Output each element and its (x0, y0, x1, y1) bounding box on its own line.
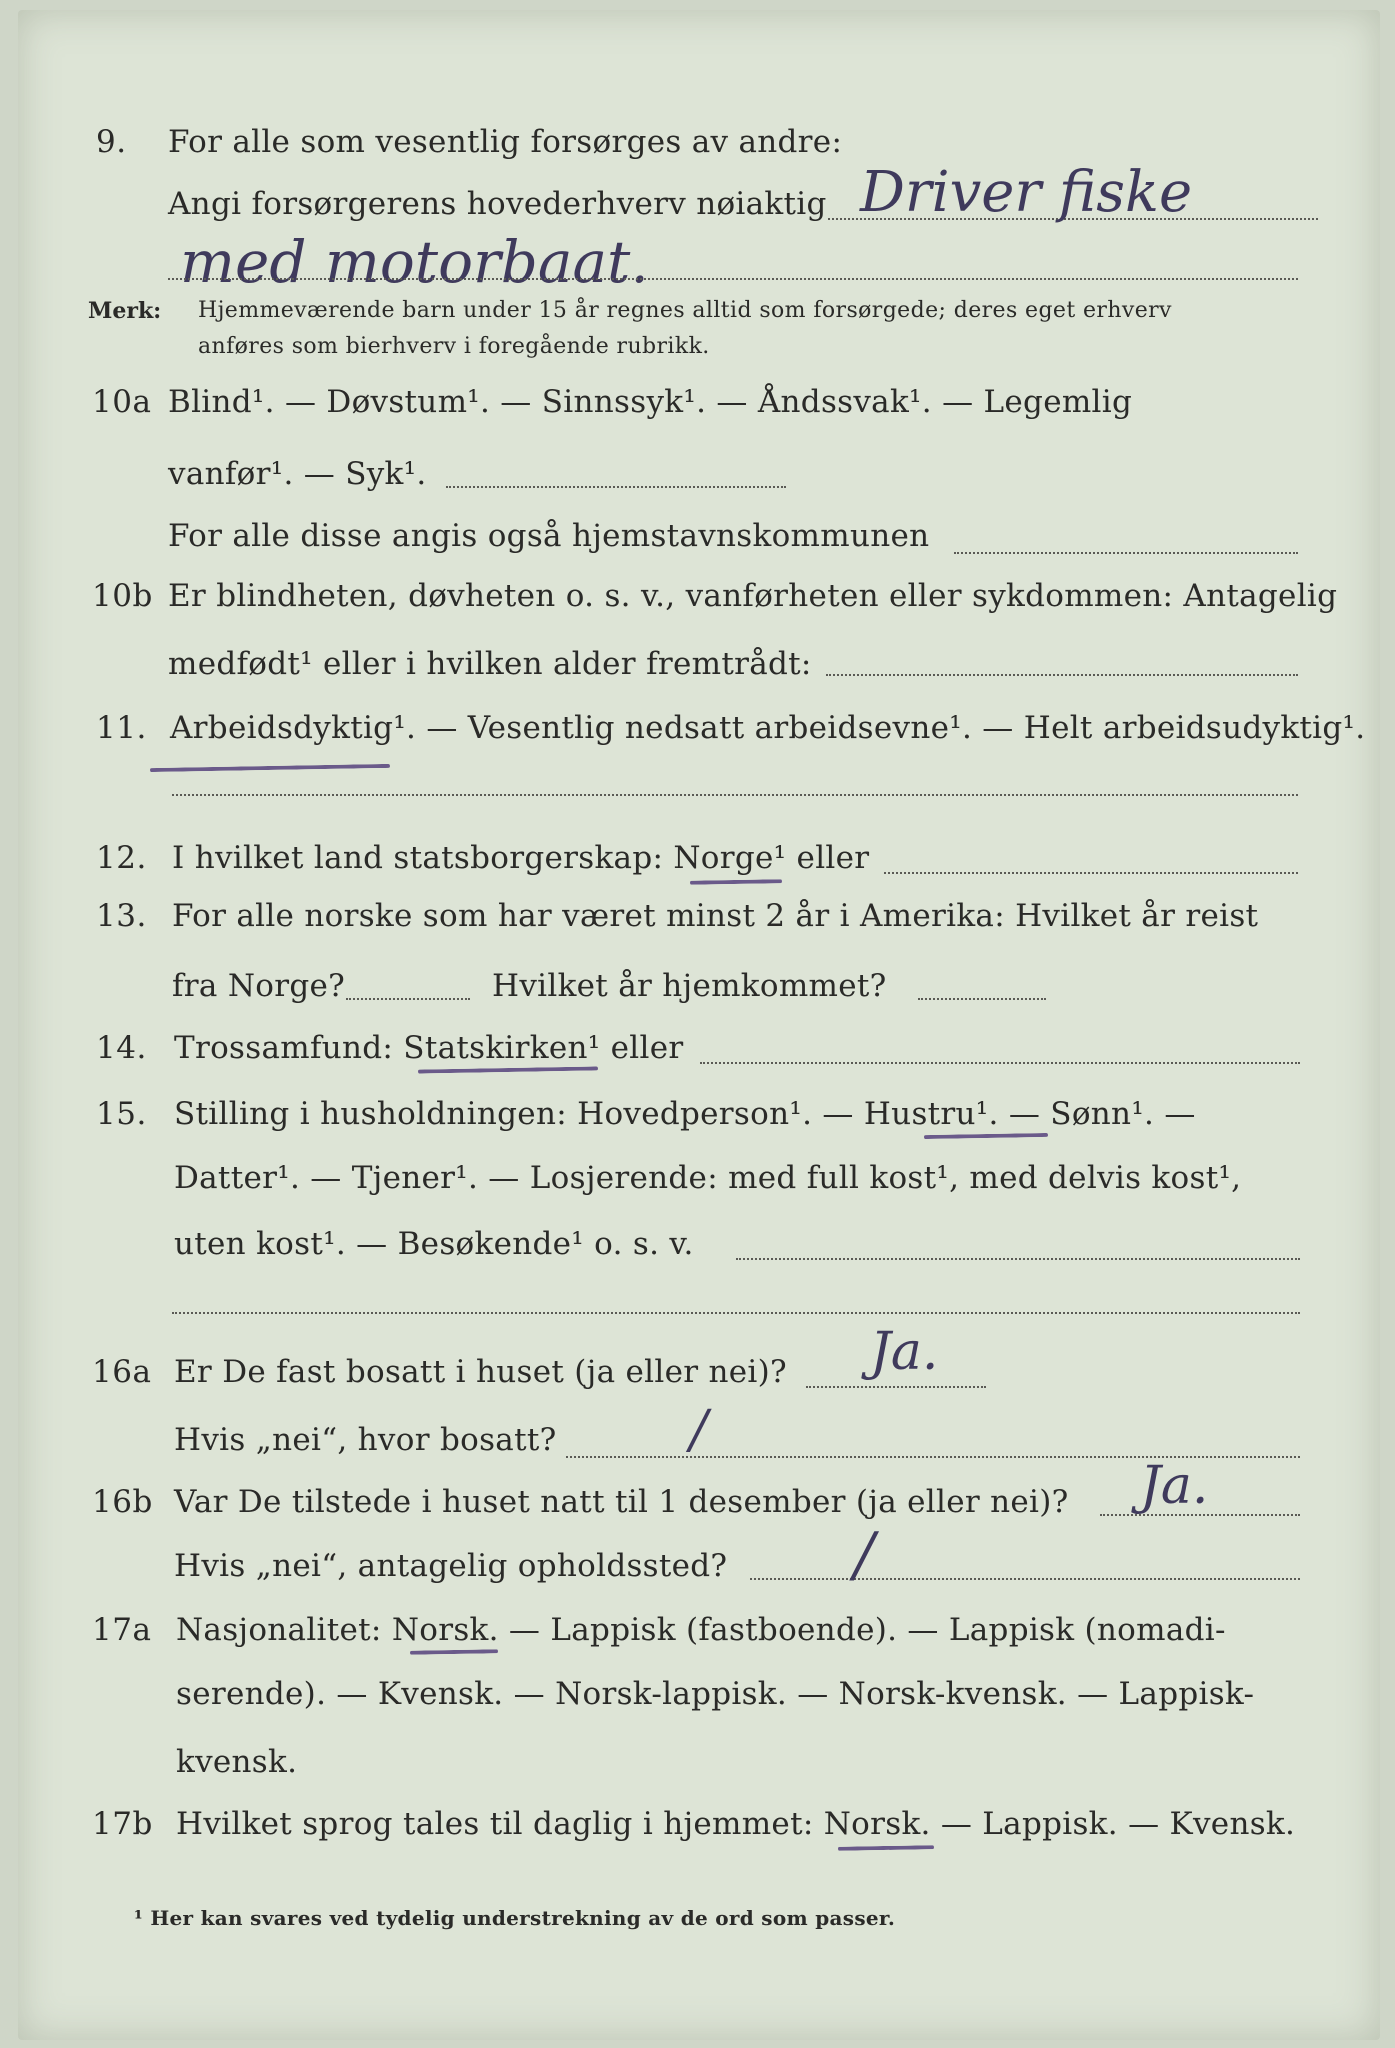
q14-line1: Trossamfund: Statskirken¹ eller (174, 1030, 684, 1066)
q11-number: 11. (96, 710, 147, 746)
q17a-line1: Nasjonalitet: Norsk. — Lappisk (fastboende). — Lappisk (nomadi- (176, 1612, 1226, 1648)
q10a-row (0, 384, 1395, 428)
q10a-sick-line (446, 486, 786, 488)
q15-answer-line (172, 1312, 1300, 1314)
q16b-line1: Var De tilstede i huset natt til 1 desember (ja eller nei)? (174, 1484, 1069, 1520)
q13-number: 13. (96, 898, 147, 934)
q13-year-left-line (346, 998, 470, 1000)
q10a-row2 (0, 456, 1395, 500)
q13-line2b: Hvilket år hjemkommet? (492, 968, 887, 1004)
merk-label: Merk: (88, 298, 162, 324)
q12-row (0, 840, 1395, 884)
q9-handwritten-answer-2: med motorbaat. (180, 228, 649, 296)
q13-row (0, 898, 1395, 942)
q11-answer-line (172, 794, 1298, 796)
q17b-number: 17b (92, 1806, 153, 1842)
q16a-line1: Er De fast bosatt i huset (ja eller nei)? (174, 1354, 787, 1390)
q15-row3 (0, 1226, 1395, 1270)
q10b-line1: Er blindheten, døvheten o. s. v., vanførheten eller sykdommen: Antagelig (168, 578, 1338, 614)
q16a-handwritten-dash: / (690, 1400, 708, 1460)
q16b-line2: Hvis „nei“, antagelig opholdssted? (174, 1548, 728, 1584)
q10b-row (0, 578, 1395, 622)
q16a-row (0, 1354, 1395, 1398)
q15-line1: Stilling i husholdningen: Hovedperson¹. — Hustru¹. — Sønn¹. — (174, 1096, 1196, 1132)
q12-line1: I hvilket land statsborgerskap: Norge¹ eller (172, 840, 870, 876)
q13-line2a: fra Norge? (172, 968, 346, 1004)
q10a-municipality-line (954, 552, 1298, 554)
q17a-row2 (0, 1676, 1395, 1720)
q10b-row2 (0, 646, 1395, 690)
q15-row (0, 1096, 1395, 1140)
q16a-answer-line (806, 1386, 986, 1388)
q11-line1: Arbeidsdyktig¹. — Vesentlig nedsatt arbeidsevne¹. — Helt arbeidsudyktig¹. (170, 710, 1366, 746)
q16b-row2 (0, 1548, 1395, 1592)
q9-handwritten-answer-1: Driver fiske (860, 160, 1193, 225)
q15-other-line (736, 1258, 1300, 1260)
q10b-line2: medfødt¹ eller i hvilken alder fremtrådt: (168, 646, 812, 682)
q13-row2 (0, 968, 1395, 1012)
q16b-handwritten-answer: Ja. (1140, 1456, 1209, 1516)
q16a-line2: Hvis „nei“, hvor bosatt? (174, 1422, 557, 1458)
q15-line3: uten kost¹. — Besøkende¹ o. s. v. (174, 1226, 694, 1262)
q15-row2 (0, 1160, 1395, 1204)
q11-row (0, 710, 1395, 754)
q17a-line3: kvensk. (176, 1744, 298, 1780)
q16b-handwritten-dash: / (854, 1520, 875, 1590)
q17b-row (0, 1806, 1395, 1850)
q16a-number: 16a (92, 1354, 152, 1390)
q17a-row3 (0, 1744, 1395, 1788)
q15-line2: Datter¹. — Tjener¹. — Losjerende: med full kost¹, med delvis kost¹, (174, 1160, 1242, 1196)
q10a-row3 (0, 518, 1395, 562)
q17a-line2: serende). — Kvensk. — Norsk-lappisk. — Norsk-kvensk. — Lappisk- (176, 1676, 1255, 1712)
q10a-line1: Blind¹. — Døvstum¹. — Sinnssyk¹. — Åndssvak¹. — Legemlig (168, 384, 1133, 420)
q10b-age-line (826, 674, 1298, 676)
q10a-line3: For alle disse angis også hjemstavnskommunen (168, 518, 930, 554)
q16a-handwritten-answer: Ja. (870, 1322, 939, 1382)
q16b-place-line (750, 1578, 1300, 1580)
q12-number: 12. (96, 840, 147, 876)
merk-line1: Hjemmeværende barn under 15 år regnes alltid som forsørgede; deres eget erhverv (198, 298, 1172, 323)
q14-other-line (700, 1062, 1300, 1064)
q15-number: 15. (96, 1096, 147, 1132)
q12-other-country-line (884, 872, 1298, 874)
q10a-number: 10a (92, 384, 152, 420)
q14-number: 14. (96, 1030, 147, 1066)
q10b-number: 10b (92, 578, 153, 614)
q17a-number: 17a (92, 1612, 152, 1648)
merk-line2: anføres som bierhverv i foregående rubrikk. (198, 334, 710, 359)
q13-year-returned-line (918, 998, 1046, 1000)
q9-line2: Angi forsørgerens hovederhverv nøiaktig (168, 186, 827, 222)
q9-line1: For alle som vesentlig forsørges av andre: (168, 124, 843, 160)
q9-number: 9. (96, 124, 127, 160)
q9-answer-line2 (168, 278, 1298, 280)
q16b-number: 16b (92, 1484, 153, 1520)
q13-line1: For alle norske som har været minst 2 år i Amerika: Hvilket år reist (172, 898, 1259, 934)
q14-row (0, 1030, 1395, 1074)
footnote: ¹ Her kan svares ved tydelig understrekning av de ord som passer. (134, 1906, 896, 1930)
q17b-line1: Hvilket sprog tales til daglig i hjemmet: Norsk. — Lappisk. — Kvensk. (176, 1806, 1296, 1842)
q10a-line2: vanfør¹. — Syk¹. (168, 456, 427, 492)
q17a-row (0, 1612, 1395, 1656)
